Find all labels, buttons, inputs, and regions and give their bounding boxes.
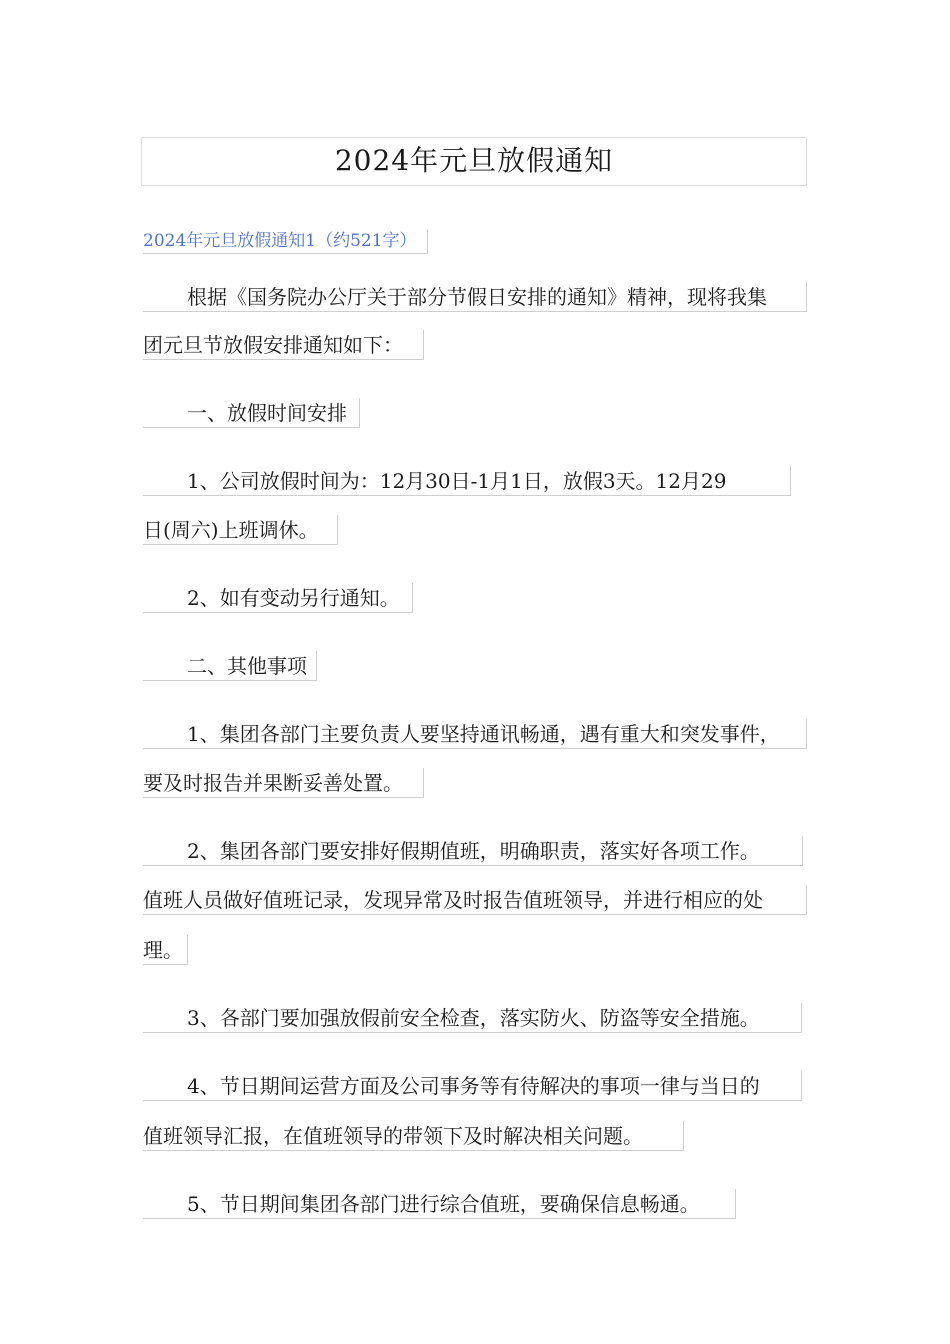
paragraph-line: 要及时报告并果断妥善处置。 — [143, 768, 424, 798]
document-title: 2024年元旦放假通知 — [141, 137, 807, 186]
paragraph-line: 值班人员做好值班记录，发现异常及时报告值班领导，并进行相应的处 — [143, 885, 807, 915]
section-heading: 二、其他事项 — [143, 651, 317, 681]
section-heading: 一、放假时间安排 — [143, 398, 360, 428]
paragraph-line: 日(周六)上班调休。 — [143, 515, 338, 545]
paragraph-line: 4、节日期间运营方面及公司事务等有待解决的事项一律与当日的 — [143, 1071, 802, 1101]
paragraph-line: 2、集团各部门要安排好假期值班，明确职责，落实好各项工作。 — [143, 836, 803, 866]
paragraph-line: 5、节日期间集团各部门进行综合值班，要确保信息畅通。 — [143, 1189, 736, 1219]
paragraph-line: 值班领导汇报，在值班领导的带领下及时解决相关问题。 — [143, 1121, 684, 1151]
paragraph-line: 团元旦节放假安排通知如下： — [143, 330, 424, 360]
section-subtitle: 2024年元旦放假通知1（约521字） — [143, 229, 428, 254]
paragraph-line: 2、如有变动另行通知。 — [143, 583, 413, 613]
paragraph-line: 1、公司放假时间为：12月30日-1月1日，放假3天。12月29 — [143, 466, 791, 496]
paragraph-line: 理。 — [143, 935, 188, 965]
paragraph-line: 3、各部门要加强放假前安全检查，落实防火、防盗等安全措施。 — [143, 1003, 802, 1033]
paragraph-line: 根据《国务院办公厅关于部分节假日安排的通知》精神，现将我集 — [143, 282, 807, 312]
paragraph-line: 1、集团各部门主要负责人要坚持通讯畅通，遇有重大和突发事件， — [143, 719, 807, 749]
